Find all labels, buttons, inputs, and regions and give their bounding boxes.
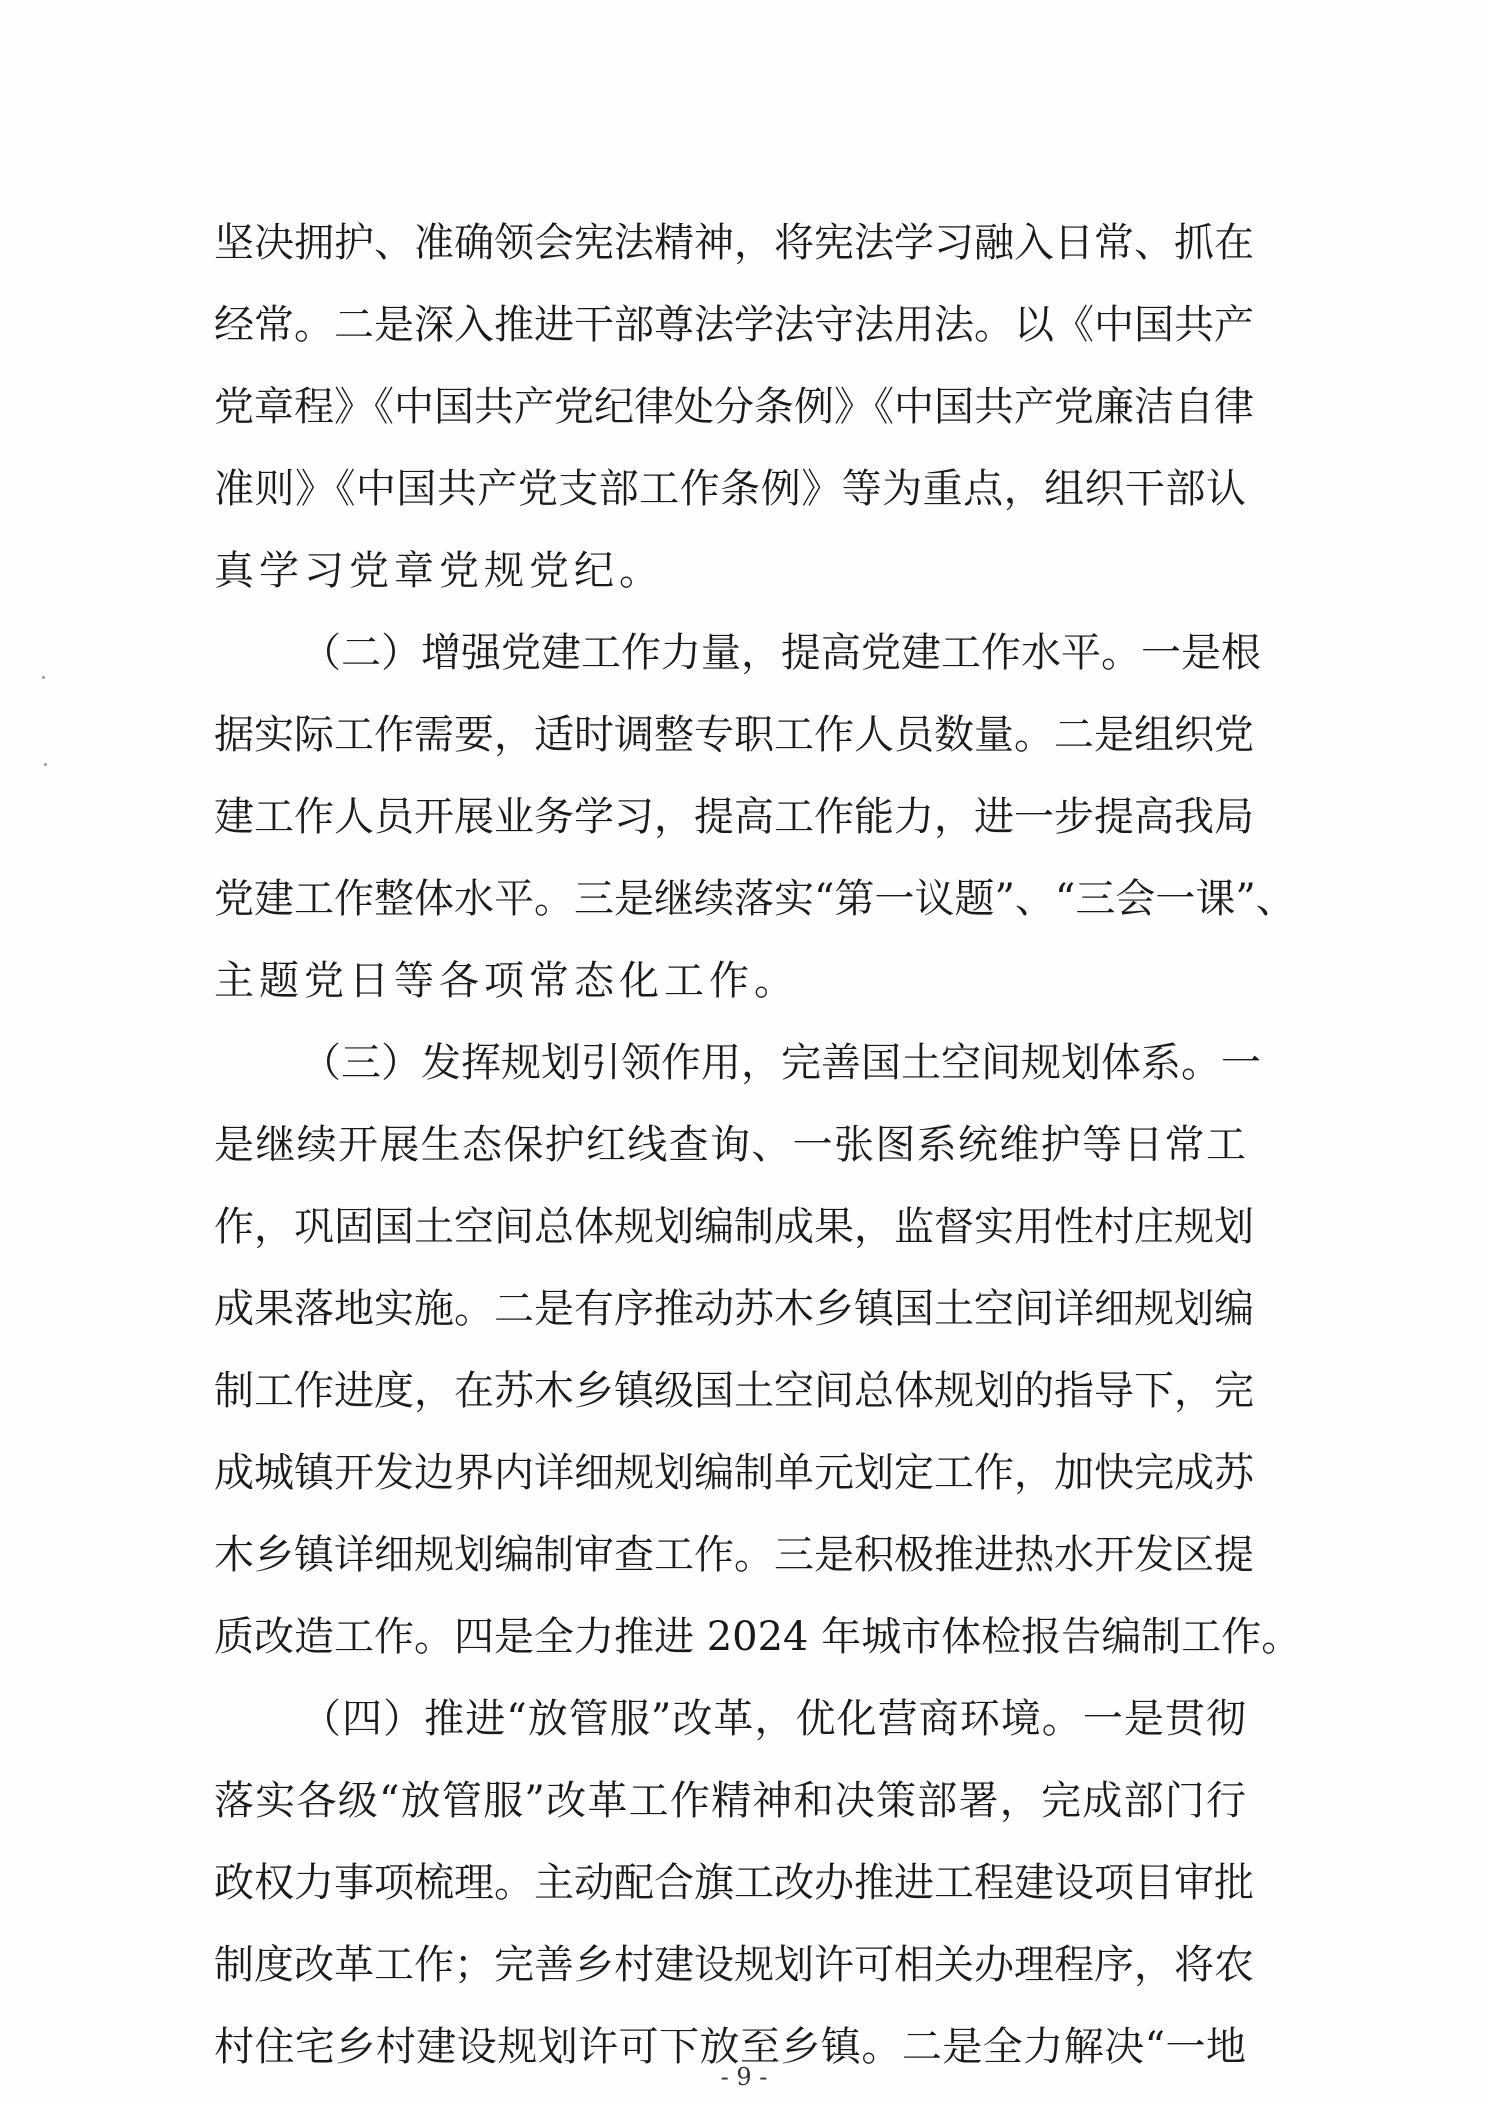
text-line: 村住宅乡村建设规划许可下放至乡镇。二是全力解决“一地 (214, 2024, 1246, 2070)
text-line: 经常。二是深入推进干部尊法学法守法用法。以《中国共产 (214, 302, 1254, 348)
section-heading-line: （三）发挥规划引领作用，完善国土空间规划体系。一 (301, 1040, 1261, 1086)
text-line: 质改造工作。四是全力推进 2024 年城市体检报告编制工作。 (214, 1614, 1302, 1660)
page-number: - 9 - (720, 2063, 768, 2091)
section-heading-line: （四）推进“放管服”改革，优化营商环境。一是贯彻 (301, 1696, 1246, 1742)
text-line: 建工作人员开展业务学习，提高工作能力，进一步提高我局 (214, 794, 1254, 840)
text-line: 成果落地实施。二是有序推动苏木乡镇国土空间详细规划编 (214, 1286, 1254, 1332)
text-line: 准则》《中国共产党支部工作条例》等为重点，组织干部认 (214, 466, 1246, 512)
text-line: 制度改革工作；完善乡村建设规划许可相关办理程序，将农 (214, 1942, 1254, 1988)
text-line: 主题党日等各项常态化工作。 (214, 958, 799, 1004)
scan-speck (42, 676, 45, 679)
text-line: 成城镇开发边界内详细规划编制单元划定工作，加快完成苏 (214, 1450, 1254, 1496)
text-line: 木乡镇详细规划编制审查工作。三是积极推进热水开发区提 (214, 1532, 1254, 1578)
text-line: 真学习党章党规党纪。 (214, 548, 664, 594)
text-line: 党建工作整体水平。三是继续落实“第一议题”、“三会一课”、 (214, 876, 1296, 922)
text-line: 政权力事项梳理。主动配合旗工改办推进工程建设项目审批 (214, 1860, 1254, 1906)
text-line: 作，巩固国土空间总体规划编制成果，监督实用性村庄规划 (214, 1204, 1254, 1250)
scan-speck (44, 763, 47, 766)
text-line: 据实际工作需要，适时调整专职工作人员数量。二是组织党 (214, 712, 1254, 758)
text-line: 制工作进度，在苏木乡镇级国土空间总体规划的指导下，完 (214, 1368, 1254, 1414)
text-line: 落实各级“放管服”改革工作精神和决策部署，完成部门行 (214, 1778, 1246, 1824)
section-heading-line: （二）增强党建工作力量，提高党建工作水平。一是根 (301, 630, 1261, 676)
text-line: 党章程》《中国共产党纪律处分条例》《中国共产党廉洁自律 (214, 384, 1254, 430)
text-line: 坚决拥护、准确领会宪法精神，将宪法学习融入日常、抓在 (214, 220, 1254, 266)
text-line: 是继续开展生态保护红线查询、一张图系统维护等日常工 (214, 1122, 1246, 1168)
